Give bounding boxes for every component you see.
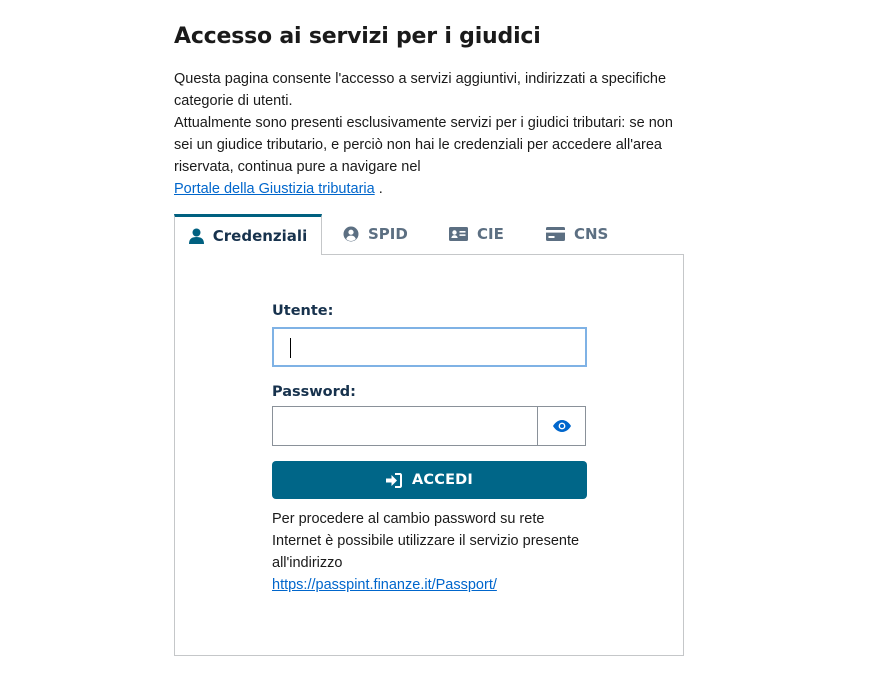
- sign-in-icon: [386, 473, 402, 488]
- tab-cns[interactable]: [546, 214, 608, 254]
- intro-paragraph-2: [174, 112, 684, 200]
- id-card-icon: [449, 227, 468, 241]
- accedi-label: ACCEDI: [411, 472, 474, 488]
- page-title: Accesso ai servizi per i giudici: [174, 24, 541, 49]
- passport-link[interactable]: https://passpint.finanze.it/Passport/: [272, 577, 497, 593]
- eye-icon: [553, 420, 571, 432]
- user-icon: [189, 228, 204, 244]
- tab-credenziali[interactable]: [174, 214, 322, 255]
- intro-paragraph-2-text: Attualmente sono presenti esclusivamente servizi per i giudici tributari: se non sei un giudice tributario, e perciò non hai le credenziali per accedere all'area riservata, continua pure a navigare nel: [174, 115, 673, 175]
- note-text: Per procedere al cambio password su rete Internet è possibile utilizzare il servizio presente all'indirizzo: [272, 511, 580, 571]
- credit-card-icon: [546, 227, 565, 241]
- tab-label: SPID: [368, 225, 408, 243]
- text-caret: [290, 338, 291, 358]
- show-password-button[interactable]: [537, 406, 586, 446]
- portal-link[interactable]: Portale della Giustizia tributaria: [174, 181, 375, 197]
- intro-text: [174, 68, 684, 200]
- password-input[interactable]: [272, 406, 538, 446]
- intro-paragraph-1: Questa pagina consente l'accesso a servizi aggiuntivi, indirizzati a specifiche categorie di utenti.: [174, 71, 667, 109]
- login-tabs: [174, 214, 684, 255]
- tab-label: CNS: [574, 225, 609, 243]
- user-input[interactable]: [272, 327, 587, 367]
- user-label: Utente:: [272, 303, 334, 319]
- password-label: Password:: [272, 384, 356, 400]
- intro-trailing-dot: .: [374, 181, 383, 197]
- user-circle-icon: [343, 226, 359, 242]
- login-panel: [174, 254, 684, 656]
- tab-label: CIE: [477, 225, 504, 243]
- password-change-note: [272, 508, 592, 596]
- accedi-button[interactable]: [272, 461, 587, 499]
- tab-spid[interactable]: [343, 214, 408, 254]
- tab-cie[interactable]: [449, 214, 504, 254]
- tab-label: Credenziali: [212, 227, 308, 245]
